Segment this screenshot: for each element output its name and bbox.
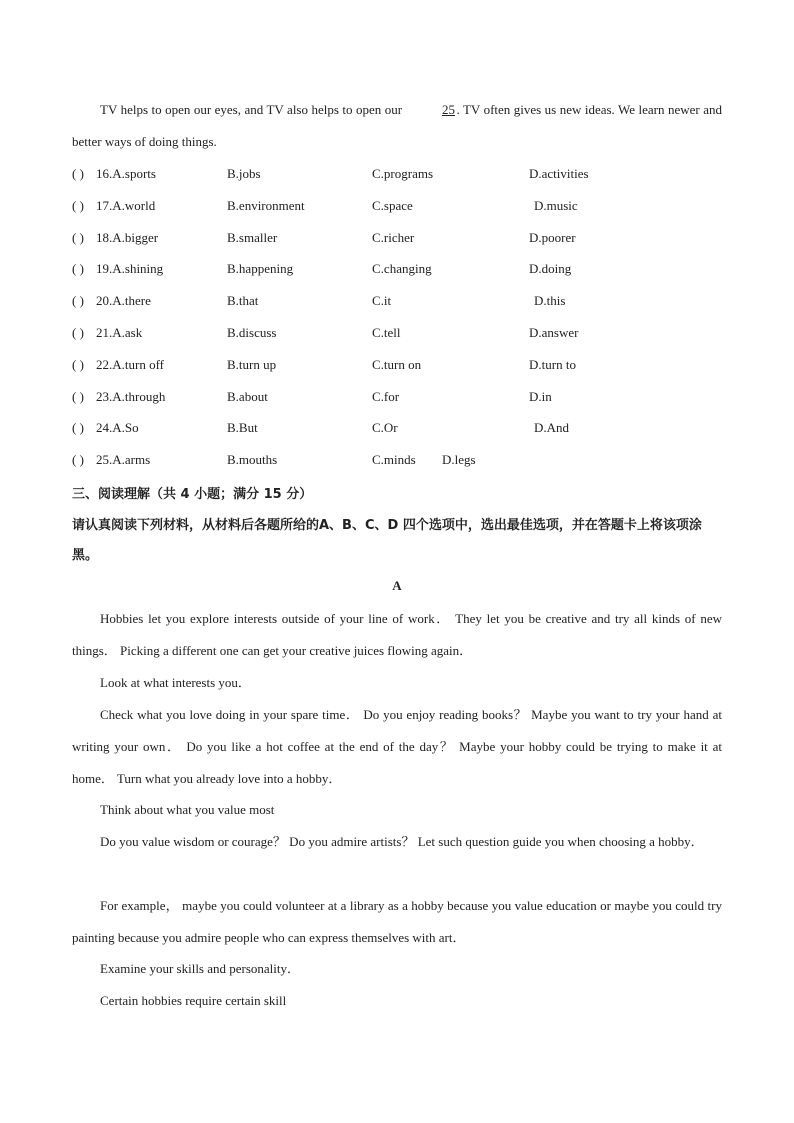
- option-c: C.it: [372, 293, 392, 308]
- blank-25: 25: [442, 102, 455, 117]
- passage-subheading-1: Look at what interests you．: [100, 675, 251, 690]
- question-23: [72, 387, 722, 407]
- answer-paren: ( ): [72, 293, 84, 308]
- option-c: C.Or: [372, 420, 398, 435]
- passage-paragraph-1: Hobbies let you explore interests outside of your line of work． They let you be creative and try all kinds of new things． Picking a different one can get your creative juices flowing again．: [72, 611, 722, 658]
- option-a: 25.A.arms: [96, 452, 151, 467]
- option-a: 18.A.bigger: [96, 230, 159, 245]
- option-a: 21.A.ask: [96, 325, 143, 340]
- option-d: D.music: [534, 198, 578, 213]
- option-c: C.minds: [372, 452, 416, 467]
- passage-subheading-3: Examine your skills and personality．: [100, 961, 301, 976]
- option-d: D.poorer: [529, 230, 576, 245]
- answer-paren: ( ): [72, 389, 84, 404]
- passage-label: A: [392, 578, 402, 593]
- option-d: D.legs: [442, 452, 476, 467]
- option-a: 16.A.sports: [96, 166, 156, 181]
- option-d: D.doing: [529, 261, 572, 276]
- option-b: B.environment: [227, 198, 305, 213]
- answer-paren: ( ): [72, 357, 84, 372]
- intro-text-2: . TV often gives us new ideas. We learn newer and better ways of doing things.: [72, 102, 722, 149]
- option-b: B.mouths: [227, 452, 278, 467]
- option-c: C.for: [372, 389, 400, 404]
- option-a: 20.A.there: [96, 293, 151, 308]
- option-c: C.tell: [372, 325, 401, 340]
- question-22: [72, 355, 722, 375]
- question-18: [72, 228, 722, 248]
- section-instructions: 请认真阅读下列材料，从材料后各题所给的A、B、C、D 四个选项中，选出最佳选项，并在答题卡上将该项涂黑。: [72, 518, 702, 563]
- answer-paren: ( ): [72, 166, 84, 181]
- option-d: D.activities: [529, 166, 589, 181]
- option-b: B.discuss: [227, 325, 277, 340]
- option-a: 17.A.world: [96, 198, 156, 213]
- option-d: D.turn to: [529, 357, 576, 372]
- option-b: B.that: [227, 293, 259, 308]
- option-d: D.And: [534, 420, 570, 435]
- option-a: 22.A.turn off: [96, 357, 165, 372]
- option-a: 23.A.through: [96, 389, 166, 404]
- option-b: B.about: [227, 389, 268, 404]
- option-d: D.this: [534, 293, 566, 308]
- option-c: C.space: [372, 198, 413, 213]
- answer-paren: ( ): [72, 325, 84, 340]
- question-16: [72, 164, 722, 184]
- option-c: C.richer: [372, 230, 415, 245]
- question-20: [72, 291, 722, 311]
- answer-paren: ( ): [72, 420, 84, 435]
- passage-paragraph-2: Check what you love doing in your spare time． Do you enjoy reading books？ Maybe you want to try your hand at writing your own． Do you like a hot coffee at the end of the day？ Maybe your hobby could be trying to make it at home． Turn what you already love into a hobby．: [72, 707, 722, 786]
- option-b: B.happening: [227, 261, 294, 276]
- option-b: B.jobs: [227, 166, 261, 181]
- question-25: [72, 450, 722, 470]
- option-c: C.programs: [372, 166, 434, 181]
- intro-text-1: TV helps to open our eyes, and TV also helps to open our: [100, 102, 403, 117]
- question-19: [72, 259, 722, 279]
- passage-paragraph-4: For example， maybe you could volunteer at a library as a hobby because you value education or maybe you could try painting because you admire people who can express themselves with art．: [72, 898, 722, 945]
- option-c: C.changing: [372, 261, 432, 276]
- answer-paren: ( ): [72, 261, 84, 276]
- option-b: B.But: [227, 420, 258, 435]
- question-24: [72, 418, 722, 438]
- passage-paragraph-5: Certain hobbies require certain skill: [100, 993, 287, 1008]
- passage-subheading-2: Think about what you value most: [100, 802, 275, 817]
- question-21: [72, 323, 722, 343]
- section-heading: 三、阅读理解（共 4 小题；满分 15 分）: [72, 487, 313, 502]
- passage-paragraph-3: Do you value wisdom or courage？ Do you admire artists？ Let such question guide you when choosing a hobby．: [100, 834, 704, 849]
- option-b: B.turn up: [227, 357, 277, 372]
- question-17: [72, 196, 722, 216]
- answer-paren: ( ): [72, 198, 84, 213]
- answer-paren: ( ): [72, 452, 84, 467]
- option-d: D.answer: [529, 325, 579, 340]
- answer-paren: ( ): [72, 230, 84, 245]
- option-a: 19.A.shining: [96, 261, 164, 276]
- option-b: B.smaller: [227, 230, 278, 245]
- option-c: C.turn on: [372, 357, 422, 372]
- intro-paragraph: [72, 94, 722, 158]
- option-d: D.in: [529, 389, 552, 404]
- option-a: 24.A.So: [96, 420, 139, 435]
